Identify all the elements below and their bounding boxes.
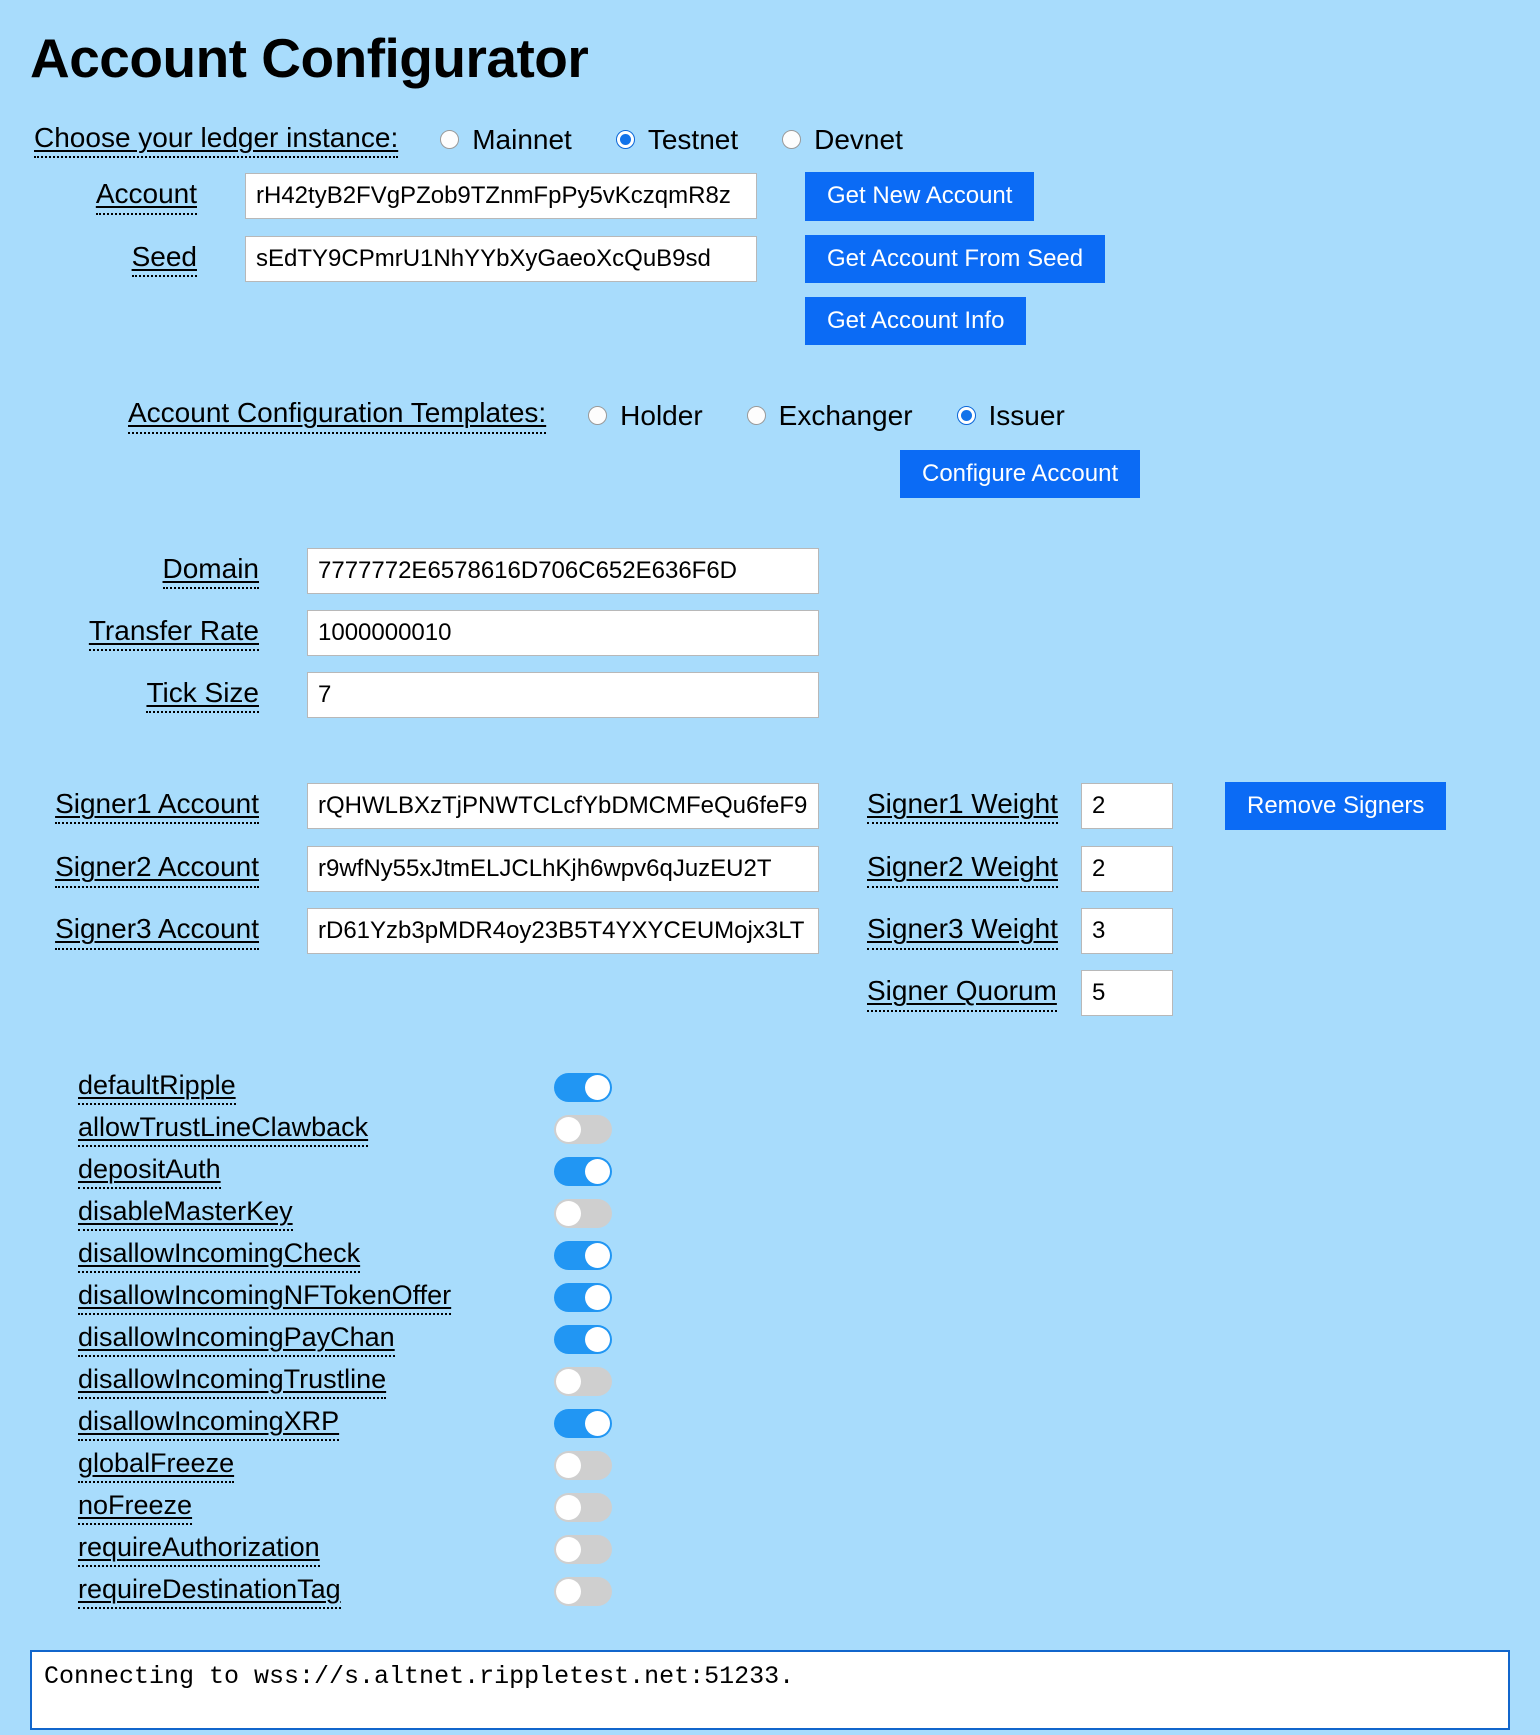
- template-option-issuer-label: Issuer: [988, 399, 1065, 431]
- flag-row-globalfreeze: [78, 1444, 1540, 1486]
- templates-label: Account Configuration Templates:: [128, 397, 546, 433]
- signer-row: [0, 908, 1540, 954]
- flag-label-globalfreeze: globalFreeze: [78, 1448, 554, 1483]
- account-input[interactable]: [245, 173, 757, 219]
- signer1-weight-input[interactable]: [1081, 783, 1173, 829]
- status-log-wrap: [0, 1650, 1540, 1735]
- domain-input[interactable]: [307, 548, 819, 594]
- radio-icon-exchanger[interactable]: [747, 406, 766, 425]
- signer3-account-input[interactable]: [307, 908, 819, 954]
- toggle-nofreeze[interactable]: [554, 1493, 612, 1522]
- settings-block: [0, 548, 1540, 718]
- toggle-depositauth[interactable]: [554, 1157, 612, 1186]
- status-log-textarea[interactable]: [30, 1650, 1510, 1730]
- signer2-account-label: Signer2 Account: [0, 851, 307, 887]
- flag-label-allowtrustlineclawback: allowTrustLineClawback: [78, 1112, 554, 1147]
- transfer-rate-input[interactable]: [307, 610, 819, 656]
- ledger-instance-label: Choose your ledger instance:: [34, 122, 398, 158]
- toggle-knob: [585, 1411, 610, 1436]
- radio-icon-issuer[interactable]: [957, 406, 976, 425]
- toggle-knob: [556, 1369, 581, 1394]
- toggle-disallowincomingxrp[interactable]: [554, 1409, 612, 1438]
- flag-label-disallowincomingtrustline: disallowIncomingTrustline: [78, 1364, 554, 1399]
- radio-icon-testnet[interactable]: [616, 130, 635, 149]
- ledger-option-devnet[interactable]: [782, 124, 903, 156]
- get-account-info-row: [0, 297, 1540, 345]
- flag-label-nofreeze: noFreeze: [78, 1490, 554, 1525]
- page-title: Account Configurator: [30, 27, 589, 89]
- signer-quorum-input[interactable]: [1081, 970, 1173, 1016]
- seed-label: Seed: [0, 241, 245, 277]
- ledger-instance-row: [0, 88, 1540, 158]
- remove-signers-button[interactable]: Remove Signers: [1225, 782, 1446, 830]
- account-row: [0, 172, 1540, 220]
- signer-row: [0, 782, 1540, 830]
- configure-account-row: [0, 450, 1540, 498]
- template-option-holder[interactable]: [588, 400, 702, 432]
- flag-row-disallowincomingcheck: [78, 1234, 1540, 1276]
- flag-row-requiredestinationtag: [78, 1570, 1540, 1612]
- account-flags-list: [0, 1066, 1540, 1612]
- signer2-account-input[interactable]: [307, 846, 819, 892]
- flag-label-disallowincomingnftokenoffer: disallowIncomingNFTokenOffer: [78, 1280, 554, 1315]
- get-new-account-button-wrap: [805, 172, 1034, 220]
- ledger-option-testnet-label: Testnet: [647, 123, 739, 155]
- signer1-weight-label: Signer1 Weight: [819, 788, 1081, 824]
- toggle-disablemasterkey[interactable]: [554, 1199, 612, 1228]
- signer3-weight-input[interactable]: [1081, 908, 1173, 954]
- toggle-globalfreeze[interactable]: [554, 1451, 612, 1480]
- radio-icon-holder[interactable]: [588, 406, 607, 425]
- remove-signers-button-wrap: [1225, 782, 1446, 830]
- ledger-radio-group: [440, 124, 947, 156]
- signer3-account-label: Signer3 Account: [0, 913, 307, 949]
- domain-row: [0, 548, 1540, 594]
- toggle-knob: [556, 1453, 581, 1478]
- flag-row-disallowincomingnftokenoffer: [78, 1276, 1540, 1318]
- template-option-issuer[interactable]: [957, 400, 1065, 432]
- signer2-weight-label: Signer2 Weight: [819, 851, 1081, 887]
- toggle-disallowincomingtrustline[interactable]: [554, 1367, 612, 1396]
- flag-label-requiredestinationtag: requireDestinationTag: [78, 1574, 554, 1609]
- configure-account-button[interactable]: Configure Account: [900, 450, 1140, 498]
- toggle-knob: [556, 1537, 581, 1562]
- ledger-option-mainnet[interactable]: [440, 124, 572, 156]
- ledger-option-testnet[interactable]: [616, 124, 738, 156]
- flag-row-requireauthorization: [78, 1528, 1540, 1570]
- toggle-knob: [556, 1579, 581, 1604]
- flag-row-defaultripple: [78, 1066, 1540, 1108]
- signer3-weight-label: Signer3 Weight: [819, 913, 1081, 949]
- flag-label-disablemasterkey: disableMasterKey: [78, 1196, 554, 1231]
- radio-icon-mainnet[interactable]: [440, 130, 459, 149]
- toggle-knob: [585, 1327, 610, 1352]
- flag-row-disablemasterkey: [78, 1192, 1540, 1234]
- toggle-knob: [585, 1075, 610, 1100]
- get-account-from-seed-button-wrap: [805, 235, 1105, 283]
- transfer-rate-row: [0, 610, 1540, 656]
- signer-quorum-label: Signer Quorum: [819, 975, 1081, 1011]
- signers-block: [0, 782, 1540, 1016]
- toggle-defaultripple[interactable]: [554, 1073, 612, 1102]
- toggle-knob: [556, 1201, 581, 1226]
- flag-row-disallowincomingtrustline: [78, 1360, 1540, 1402]
- ledger-option-mainnet-label: Mainnet: [472, 123, 572, 155]
- toggle-knob: [585, 1159, 610, 1184]
- toggle-knob: [585, 1285, 610, 1310]
- get-account-info-button-wrap: [805, 297, 1026, 345]
- flag-label-defaultripple: defaultRipple: [78, 1070, 554, 1105]
- template-option-exchanger-label: Exchanger: [778, 399, 913, 431]
- radio-icon-devnet[interactable]: [782, 130, 801, 149]
- flag-row-allowtrustlineclawback: [78, 1108, 1540, 1150]
- templates-radio-group: [588, 400, 1109, 432]
- template-option-exchanger[interactable]: [747, 400, 913, 432]
- toggle-knob: [556, 1495, 581, 1520]
- toggle-requiredestinationtag[interactable]: [554, 1577, 612, 1606]
- domain-label: Domain: [0, 553, 307, 589]
- flag-label-disallowincomingxrp: disallowIncomingXRP: [78, 1406, 554, 1441]
- toggle-requireauthorization[interactable]: [554, 1535, 612, 1564]
- flag-label-requireauthorization: requireAuthorization: [78, 1532, 554, 1567]
- signer-row: [0, 846, 1540, 892]
- get-account-from-seed-button[interactable]: Get Account From Seed: [805, 235, 1105, 283]
- seed-row: [0, 235, 1540, 283]
- toggle-knob: [556, 1117, 581, 1142]
- get-new-account-button[interactable]: Get New Account: [805, 172, 1034, 220]
- tick-size-row: [0, 672, 1540, 718]
- signer1-account-label: Signer1 Account: [0, 788, 307, 824]
- flag-row-depositauth: [78, 1150, 1540, 1192]
- flag-row-disallowincomingxrp: [78, 1402, 1540, 1444]
- flag-label-disallowincomingpaychan: disallowIncomingPayChan: [78, 1322, 554, 1357]
- toggle-knob: [585, 1243, 610, 1268]
- toggle-disallowincomingpaychan[interactable]: [554, 1325, 612, 1354]
- toggle-disallowincomingnftokenoffer[interactable]: [554, 1283, 612, 1312]
- toggle-allowtrustlineclawback[interactable]: [554, 1115, 612, 1144]
- signer2-weight-input[interactable]: [1081, 846, 1173, 892]
- flag-row-disallowincomingpaychan: [78, 1318, 1540, 1360]
- tick-size-label: Tick Size: [0, 677, 307, 713]
- template-option-holder-label: Holder: [620, 399, 703, 431]
- flag-label-depositauth: depositAuth: [78, 1154, 554, 1189]
- tick-size-input[interactable]: [307, 672, 819, 718]
- get-account-info-button[interactable]: Get Account Info: [805, 297, 1026, 345]
- flag-row-nofreeze: [78, 1486, 1540, 1528]
- signer-quorum-row: [0, 970, 1540, 1016]
- ledger-option-devnet-label: Devnet: [814, 123, 903, 155]
- transfer-rate-label: Transfer Rate: [0, 615, 307, 651]
- signer1-account-input[interactable]: [307, 783, 819, 829]
- account-label: Account: [0, 178, 245, 214]
- templates-row: [0, 397, 1540, 433]
- flag-label-disallowincomingcheck: disallowIncomingCheck: [78, 1238, 554, 1273]
- toggle-disallowincomingcheck[interactable]: [554, 1241, 612, 1270]
- seed-input[interactable]: [245, 236, 757, 282]
